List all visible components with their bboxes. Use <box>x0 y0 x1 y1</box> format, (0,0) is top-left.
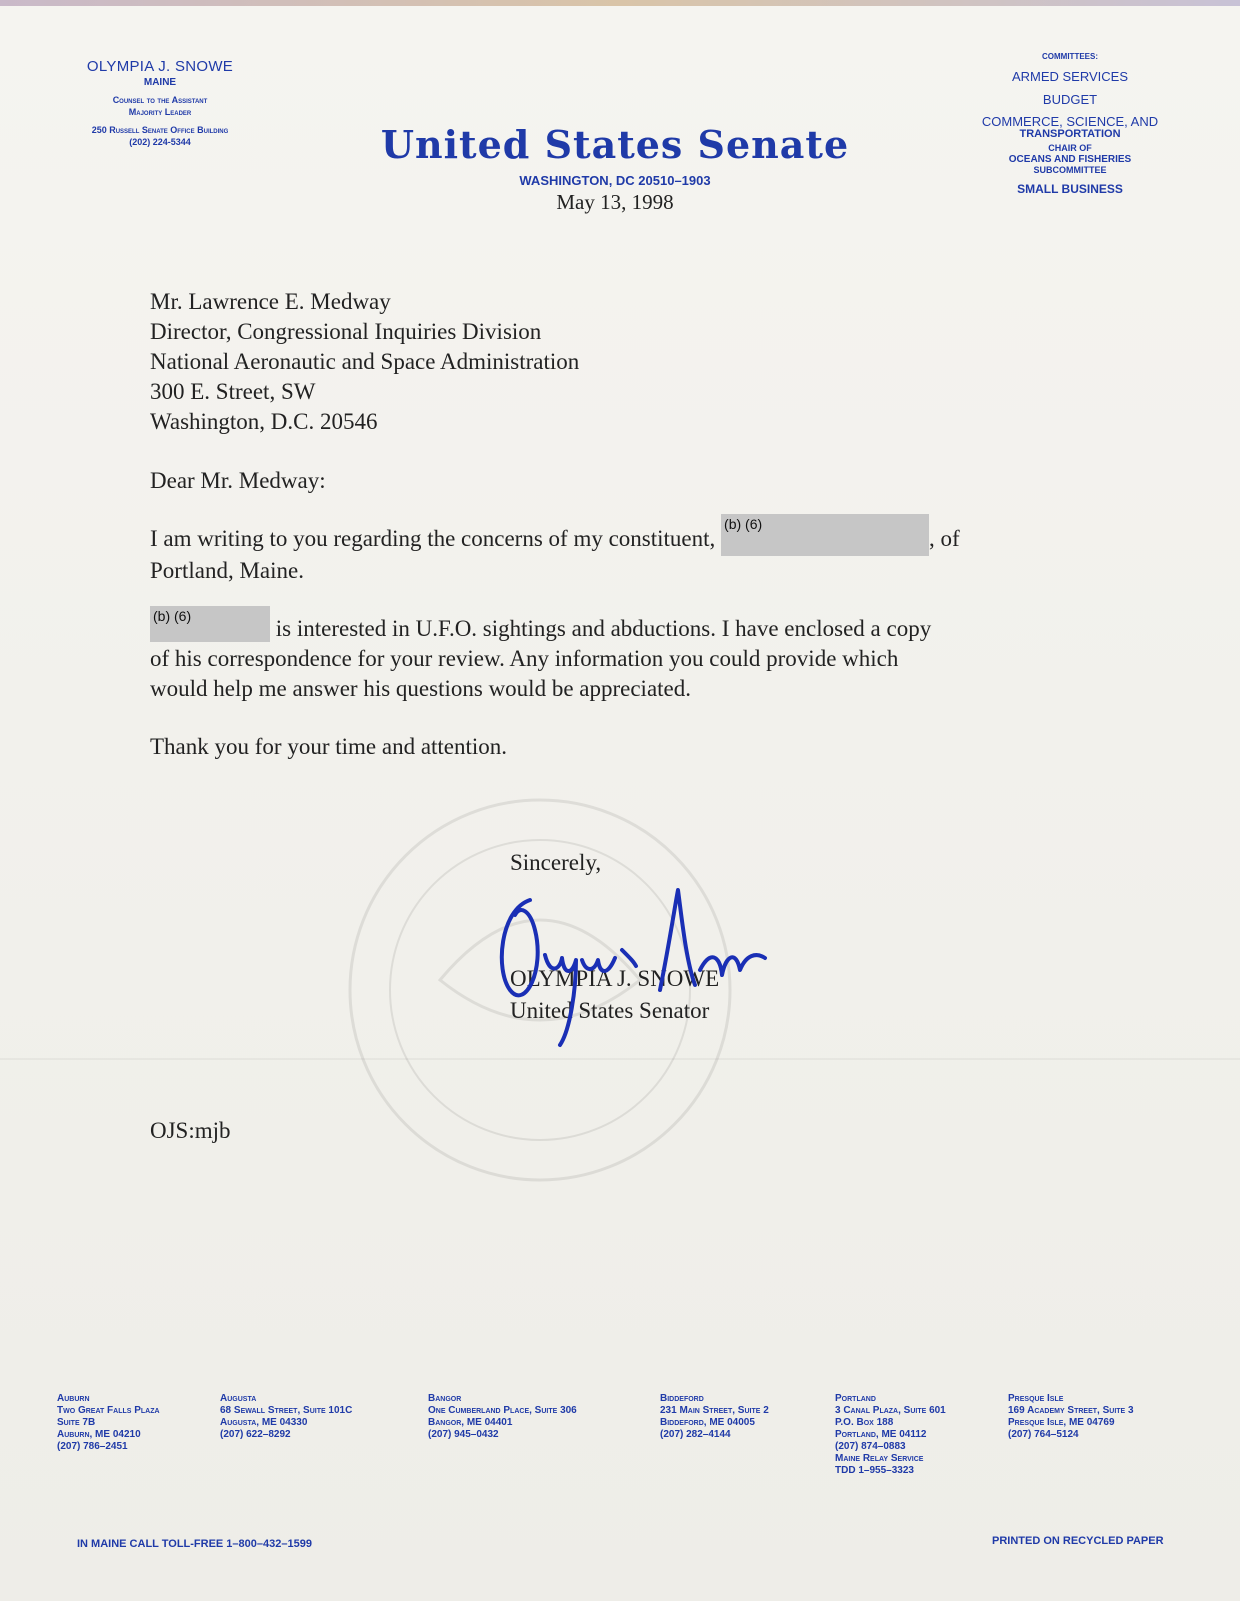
office-line: Presque Isle, ME 04769 <box>1008 1417 1115 1428</box>
office-city: Augusta <box>220 1393 257 1404</box>
committee-commerce: COMMERCE, SCIENCE, AND <box>981 114 1159 129</box>
redaction-box-2: (b) (6) <box>150 606 270 642</box>
paragraph-2 <box>150 608 1100 704</box>
committees-block <box>960 52 1180 196</box>
office-phone: (207) 874–0883 <box>835 1441 906 1452</box>
office-line: 68 Sewall Street, Suite 101C <box>220 1405 353 1416</box>
office-city: Auburn <box>57 1393 90 1404</box>
letter-date: May 13, 1998 <box>556 190 674 214</box>
committee-armed-services: ARMED SERVICES <box>1011 69 1129 84</box>
typist-initials: OJS:mjb <box>150 1118 231 1143</box>
senator-title-line1: Counsel to the Assistant <box>112 95 208 105</box>
office-line: Two Great Falls Plaza <box>57 1405 160 1416</box>
recycled-paper-note: PRINTED ON RECYCLED PAPER <box>992 1535 1164 1547</box>
senator-info-block <box>50 58 270 148</box>
closing-title: United States Senator <box>510 998 710 1023</box>
office-line: 169 Academy Street, Suite 3 <box>1008 1405 1134 1416</box>
office-phone: (207) 622–8292 <box>220 1429 291 1440</box>
address-line5: Washington, D.C. 20546 <box>150 409 378 434</box>
senator-office: 250 Russell Senate Office Building <box>91 125 229 135</box>
paragraph-1-after: , of <box>929 526 960 551</box>
letterhead-title: United States Senate <box>380 122 850 167</box>
office-line: One Cumberland Place, Suite 306 <box>428 1405 577 1416</box>
office-line: Bangor, ME 04401 <box>428 1417 513 1428</box>
closing-sincerely: Sincerely, <box>510 850 602 875</box>
closing-name: OLYMPIA J. SNOWE <box>510 966 720 991</box>
footer-office-augusta <box>220 1393 352 1441</box>
footer-office-biddeford <box>660 1393 769 1441</box>
address-line1: Mr. Lawrence E. Medway <box>150 289 391 314</box>
office-line: Suite 7B <box>57 1417 96 1428</box>
senator-name: OLYMPIA J. SNOWE <box>86 58 234 75</box>
paragraph-2-line2: of his correspondence for your review. Any information you could provide which <box>150 646 899 671</box>
office-line: Biddeford, ME 04005 <box>660 1417 755 1428</box>
committee-chair-of: CHAIR OF <box>1048 143 1092 153</box>
inside-address <box>150 287 1100 437</box>
committee-small-business: SMALL BUSINESS <box>1017 182 1123 196</box>
footer-office-presque-isle <box>1008 1393 1134 1441</box>
office-line: Maine Relay Service <box>835 1453 924 1464</box>
office-line: 3 Canal Plaza, Suite 601 <box>835 1405 946 1416</box>
redaction-box-1: (b) (6) <box>721 514 929 556</box>
paragraph-2-line1: is interested in U.F.O. sightings and abductions. I have enclosed a copy <box>275 616 932 641</box>
paragraph-1-before: I am writing to you regarding the concerns of my constituent, <box>150 526 716 551</box>
paragraph-1 <box>150 516 1100 586</box>
footer-office-auburn <box>57 1393 160 1453</box>
office-city: Biddeford <box>660 1393 704 1404</box>
senator-state: MAINE <box>143 77 177 88</box>
footer-office-portland <box>835 1393 946 1477</box>
office-phone: (207) 786–2451 <box>57 1441 128 1452</box>
office-phone: TDD 1–955–3323 <box>835 1465 914 1476</box>
paragraph-3: Thank you for your time and attention. <box>150 734 508 759</box>
office-line: P.O. Box 188 <box>835 1417 894 1428</box>
letterhead-center <box>380 122 850 215</box>
senator-title-line2: Majority Leader <box>128 107 192 117</box>
letterhead-city: WASHINGTON, DC 20510–1903 <box>519 173 711 188</box>
address-line2: Director, Congressional Inquiries Division <box>150 319 542 344</box>
address-line3: National Aeronautic and Space Administration <box>150 349 580 374</box>
committee-oceans: OCEANS AND FISHERIES <box>1008 154 1132 165</box>
committee-transportation: TRANSPORTATION <box>1019 128 1121 140</box>
office-line: Auburn, ME 04210 <box>57 1429 141 1440</box>
footer-office-bangor <box>428 1393 577 1441</box>
office-phone: (207) 764–5124 <box>1008 1429 1079 1440</box>
office-line: Portland, ME 04112 <box>835 1429 927 1440</box>
office-city: Presque Isle <box>1008 1393 1064 1404</box>
address-line4: 300 E. Street, SW <box>150 379 316 404</box>
office-line: Augusta, ME 04330 <box>220 1417 308 1428</box>
office-line: 231 Main Street, Suite 2 <box>660 1405 769 1416</box>
office-city: Bangor <box>428 1393 462 1404</box>
office-phone: (207) 945–0432 <box>428 1429 499 1440</box>
senator-phone: (202) 224-5344 <box>129 137 191 147</box>
paragraph-2-line3: would help me answer his questions would be appreciated. <box>150 676 692 701</box>
committee-budget: BUDGET <box>1042 92 1098 107</box>
handwritten-signature <box>490 880 770 1060</box>
office-phone: (207) 282–4144 <box>660 1429 731 1440</box>
committees-label: COMMITTEES: <box>1042 52 1098 61</box>
committee-subcommittee: SUBCOMMITTEE <box>1033 165 1107 175</box>
toll-free-number: IN MAINE CALL TOLL-FREE 1–800–432–1599 <box>77 1538 312 1550</box>
paragraph-1-line2: Portland, Maine. <box>150 558 304 583</box>
office-city: Portland <box>835 1393 876 1404</box>
page-top-edge <box>0 0 1240 6</box>
salutation: Dear Mr. Medway: <box>150 468 326 493</box>
